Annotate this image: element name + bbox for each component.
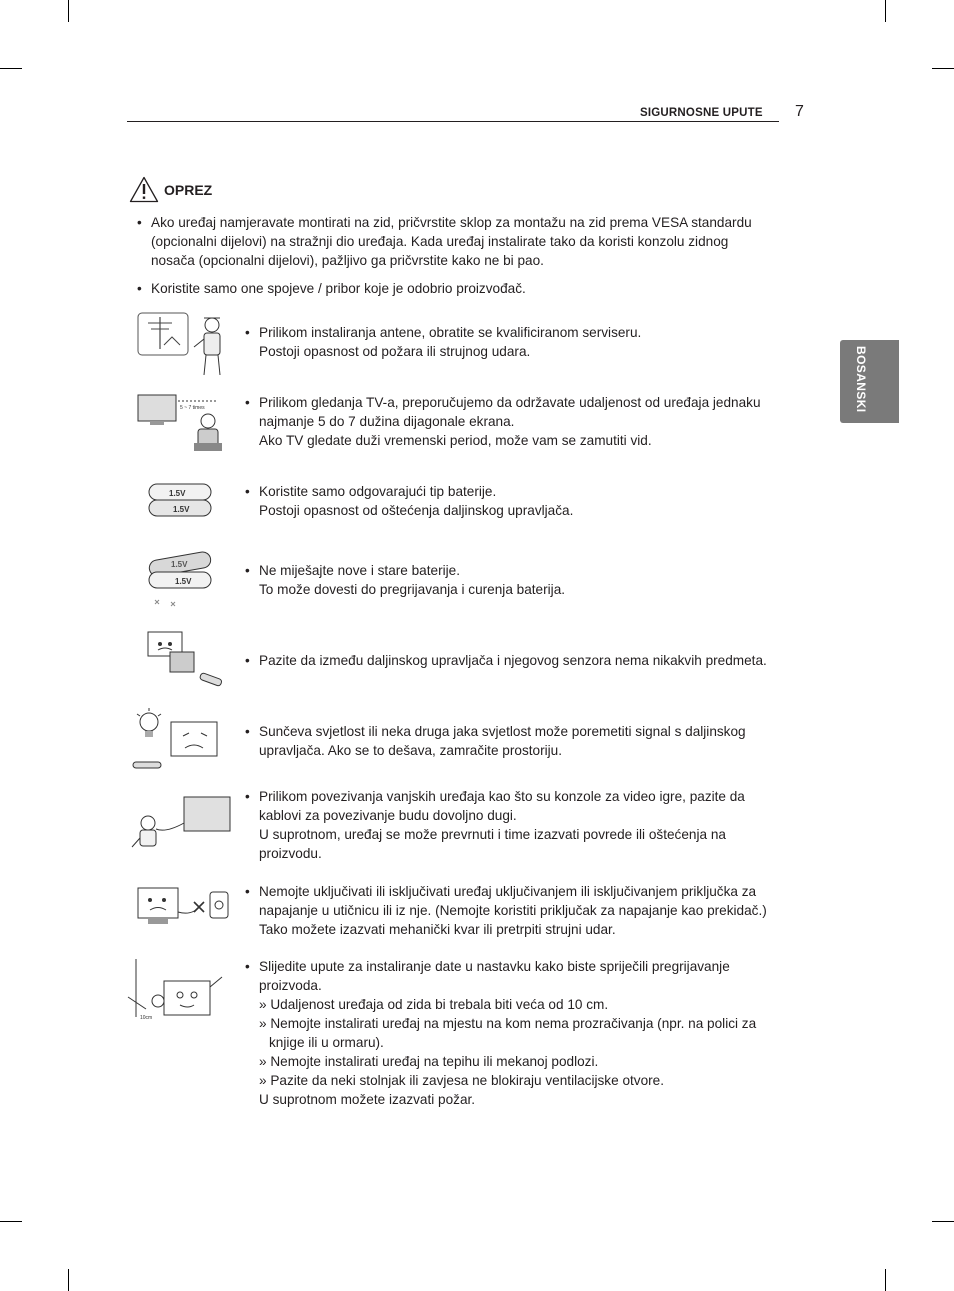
svg-text:1.5V: 1.5V [171,560,188,569]
power-plug-icon [134,884,234,934]
strong-light-icon [131,706,235,776]
text-line: upravljača. Ako se to dešava, zamračite prostoriju. [259,743,562,758]
bullet-mark: • [137,215,142,230]
crop-mark [885,1269,886,1291]
text-line: Tako možete izazvati mehanički kvar ili pretrpiti strujni udar. [259,922,616,937]
viewing-distance-icon [130,387,230,457]
page-number: 7 [795,103,804,120]
bullet-approved-accessories [137,279,526,298]
bullet-power-plug [245,882,767,939]
crop-mark [885,0,886,22]
text-line: » Pazite da neki stolnjak ili zavjesa ne blokiraju ventilacijske otvore. [259,1073,664,1088]
bullet-mixed-batteries [245,561,566,599]
svg-text:1.5V: 1.5V [175,577,192,586]
text-line: Ako TV gledate duži vremenski period, može vam se zamutiti vid. [259,433,652,448]
crop-mark [0,68,22,69]
text-line: (opcionalni dijelovi) na stražnji dio uređaja. Kada uređaj instalirate tako da koristi konzolu zidnog [151,234,729,249]
bullet-mark: • [245,724,250,739]
remote-obstruction-icon [140,626,228,692]
text-line: Sunčeva svjetlost ili neka druga jaka svjetlost može poremetiti signal s daljinskog [259,724,746,739]
header-rule [127,121,779,122]
crop-mark [0,1221,22,1222]
bullet-cable-length [245,787,745,863]
bullet-mark: • [245,325,250,340]
svg-text:10cm: 10cm [140,1015,153,1021]
bullet-mark: • [137,281,142,296]
crop-mark [932,68,954,69]
caution-heading: OPREZ [164,182,213,198]
bullet-mark: • [245,884,250,899]
svg-text:1.5V: 1.5V [173,505,190,514]
cable-length-icon [130,793,234,855]
text-line: Prilikom instaliranja antene, obratite se kvalificiranom serviseru. [259,325,642,340]
svg-text:5 ~ 7 times: 5 ~ 7 times [180,405,205,411]
bullet-battery-type [245,482,574,520]
bullet-ventilation [245,957,757,1109]
svg-text:1.5V: 1.5V [169,489,186,498]
text-line: U suprotnom možete izazvati požar. [259,1092,476,1107]
text-line: Prilikom povezivanja vanjskih uređaja kao što su konzole za video igre, pazite da [259,789,745,804]
text-line: Koristite samo one spojeve / pribor koje je odobrio proizvođač. [151,281,526,296]
bullet-antenna [245,323,642,361]
batteries-icon [143,478,219,526]
text-line: Koristite samo odgovarajući tip baterije. [259,484,497,499]
warning-triangle-icon [129,176,159,203]
language-tab [840,340,899,423]
bullet-mark: • [245,959,250,974]
bullet-mark: • [245,789,250,804]
text-line: Slijedite upute za instaliranje date u nastavku kako biste spriječili pregrijavanje [259,959,730,974]
text-line: » Nemojte instalirati uređaj na tepihu ili mekanoj podlozi. [259,1054,599,1069]
bullet-mark: • [245,653,250,668]
text-line: Postoji opasnost od oštećenja daljinskog upravljača. [259,503,574,518]
bullet-remote-obstruction [245,651,767,670]
text-line: najmanje 5 do 7 dužina dijagonale ekrana. [259,414,515,429]
bullet-viewing-distance [245,393,761,450]
text-line: proizvoda. [259,978,322,993]
bullet-mark: • [245,563,250,578]
crop-mark [932,1221,954,1222]
text-line: Pazite da između daljinskog upravljača i njegovog senzora nema nikakvih predmeta. [259,653,767,668]
text-line: Nemojte uključivati ili isključivati uređaj uključivanjem ili isključivanjem priključka za [259,884,757,899]
bullet-mark: • [245,484,250,499]
text-line: Ako uređaj namjeravate montirati na zid, pričvrstite sklop za montažu na zid prema VESA standardu [151,215,752,230]
bullet-wall-mount [137,213,752,270]
text-line: napajanje u utičnicu ili iz nje. (Nemojte koristiti priključak za napajanje kao prekidač.) [259,903,767,918]
text-line: Ne miješajte nove i stare baterije. [259,563,460,578]
text-line: Prilikom gledanja TV-a, preporučujemo da održavate udaljenost od uređaja jednaku [259,395,761,410]
text-line: » Nemojte instalirati uređaj na mjestu na kom nema prozračivanja (npr. na polici za [259,1016,757,1031]
text-line: knjige ili u ormaru). [269,1035,384,1050]
ventilation-clearance-icon [126,957,234,1023]
text-line: nosača (opcionalni dijelovi), pažljivo ga pričvrstite kako ne bi pao. [151,253,544,268]
text-line: » Udaljenost uređaja od zida bi trebala biti veća od 10 cm. [259,997,609,1012]
text-line: To može dovesti do pregrijavanja i curenja baterija. [259,582,566,597]
crop-mark [68,0,69,22]
bullet-mark: • [245,395,250,410]
text-line: kablovi za povezivanje budu dovoljno dugi. [259,808,517,823]
bullet-strong-light [245,722,746,760]
antenna-installer-icon [134,309,230,379]
section-title: SIGURNOSNE UPUTE [640,107,763,119]
language-tab-label: BOSANSKI [854,346,868,413]
text-line: proizvodu. [259,846,322,861]
crop-mark [68,1269,69,1291]
text-line: Postoji opasnost od požara ili strujnog udara. [259,344,531,359]
text-line: U suprotnom, uređaj se može prevrnuti i time izazvati povrede ili oštećenja na [259,827,726,842]
mixed-batteries-icon [143,548,219,612]
